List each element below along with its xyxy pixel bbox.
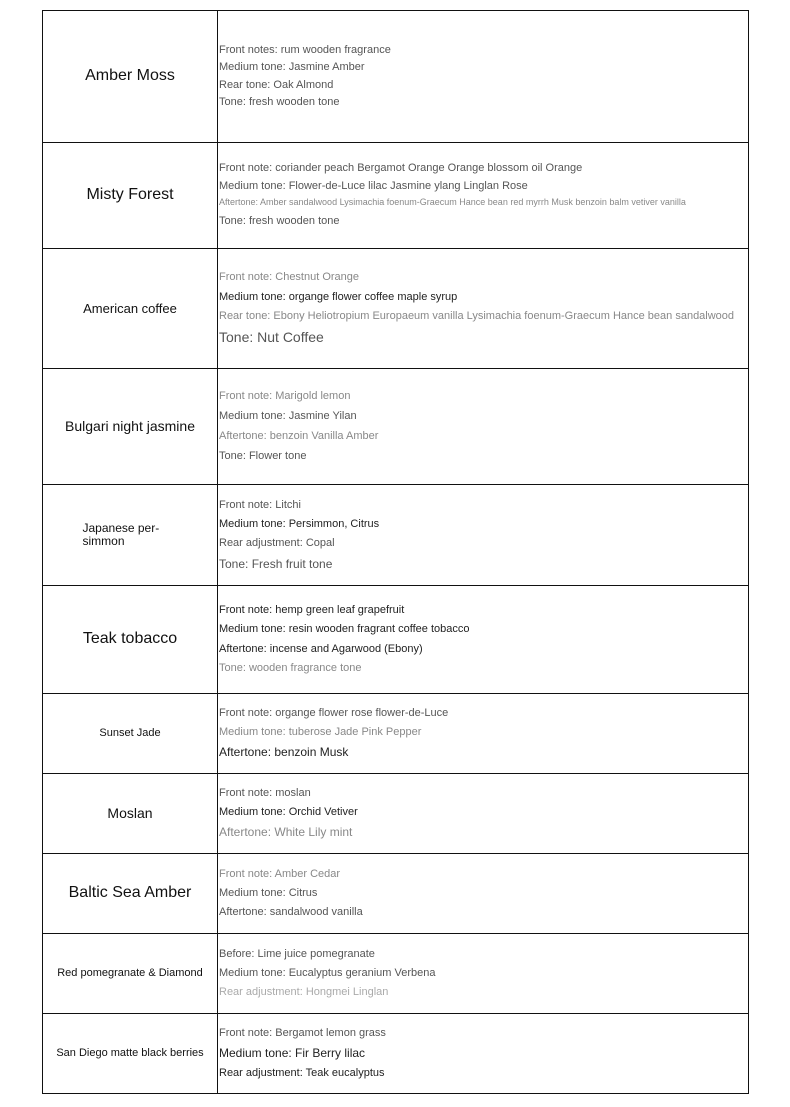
notes-cell bbox=[218, 774, 748, 853]
note-line: Aftertone: sandalwood vanilla bbox=[219, 906, 363, 919]
note-line: Medium tone: Fir Berry lilac bbox=[219, 1046, 366, 1061]
note-line: Before: Lime juice pomegranate bbox=[219, 947, 375, 960]
fragrance-name: San Diego matte black berries bbox=[56, 1046, 204, 1059]
note-line: Medium tone: Jasmine Amber bbox=[219, 61, 365, 74]
fragrance-name: Japanese per-simmon bbox=[82, 521, 160, 548]
fragrance-name: Teak tobacco bbox=[82, 630, 178, 648]
fragrance-name: American coffee bbox=[83, 300, 177, 316]
table-row bbox=[43, 485, 748, 586]
fragrance-name-cell bbox=[43, 934, 218, 1013]
notes-cell bbox=[218, 11, 748, 142]
note-line: Aftertone: Amber sandalwood Lysimachia foenum-Graecum Hance bean red myrrh Musk benzoin balm vetiver vanilla bbox=[219, 196, 686, 207]
fragrance-name: Bulgari night jasmine bbox=[65, 418, 195, 435]
notes-cell bbox=[218, 369, 748, 484]
fragrance-name: Sunset Jade bbox=[99, 726, 161, 739]
note-line: Front note: moslan bbox=[219, 787, 311, 800]
note-line: Rear adjustment: Hongmei Linglan bbox=[219, 986, 389, 999]
fragrance-name: Baltic Sea Amber bbox=[68, 884, 192, 902]
notes-cell bbox=[218, 249, 748, 368]
notes-cell bbox=[218, 586, 748, 693]
note-line: Medium tone: Eucalyptus geranium Verbena bbox=[219, 966, 436, 979]
note-line: Medium tone: Jasmine Yilan bbox=[219, 409, 357, 422]
fragrance-name-cell bbox=[43, 694, 218, 773]
note-line: Rear tone: Oak Almond bbox=[219, 78, 334, 91]
note-line: Front note: Amber Cedar bbox=[219, 867, 341, 880]
notes-cell bbox=[218, 854, 748, 933]
fragrance-name: Misty Forest bbox=[86, 186, 174, 204]
table-row bbox=[43, 694, 748, 774]
note-line: Aftertone: benzoin Musk bbox=[219, 745, 349, 760]
fragrance-name-cell bbox=[43, 11, 218, 142]
note-line: Tone: Flower tone bbox=[219, 450, 307, 463]
note-line: Tone: wooden fragrance tone bbox=[219, 661, 362, 674]
fragrance-notes-table bbox=[42, 10, 749, 1094]
fragrance-name-cell bbox=[43, 774, 218, 853]
notes-cell bbox=[218, 1014, 748, 1093]
note-line: Medium tone: organge flower coffee maple syrup bbox=[219, 290, 458, 303]
note-line: Medium tone: Persimmon, Citrus bbox=[219, 518, 380, 531]
notes-cell bbox=[218, 143, 748, 248]
fragrance-name-cell bbox=[43, 854, 218, 933]
note-line: Tone: fresh wooden tone bbox=[219, 95, 340, 108]
note-line: Medium tone: Citrus bbox=[219, 886, 318, 899]
note-line: Front notes: rum wooden fragrance bbox=[219, 44, 391, 57]
note-line: Aftertone: incense and Agarwood (Ebony) bbox=[219, 642, 423, 655]
notes-cell bbox=[218, 694, 748, 773]
note-line: Rear adjustment: Copal bbox=[219, 537, 335, 550]
note-line: Medium tone: Orchid Vetiver bbox=[219, 806, 358, 819]
note-line: Medium tone: tuberose Jade Pink Pepper bbox=[219, 726, 422, 739]
table-row bbox=[43, 249, 748, 369]
note-line: Front note: Marigold lemon bbox=[219, 389, 351, 402]
fragrance-name-cell bbox=[43, 485, 218, 585]
note-line: Aftertone: White Lily mint bbox=[219, 825, 353, 840]
note-line: Front note: coriander peach Bergamot Orange Orange blossom oil Orange bbox=[219, 162, 583, 175]
note-line: Tone: Nut Coffee bbox=[219, 328, 324, 345]
table-row bbox=[43, 369, 748, 485]
fragrance-name-cell bbox=[43, 369, 218, 484]
note-line: Medium tone: Flower-de-Luce lilac Jasmine ylang Linglan Rose bbox=[219, 179, 528, 192]
table-row bbox=[43, 854, 748, 934]
fragrance-name-cell bbox=[43, 249, 218, 368]
notes-cell bbox=[218, 934, 748, 1013]
note-line: Front note: organge flower rose flower-de-Luce bbox=[219, 707, 449, 720]
fragrance-name: Amber Moss bbox=[85, 67, 175, 85]
note-line: Front note: hemp green leaf grapefruit bbox=[219, 604, 405, 617]
table-row bbox=[43, 1014, 748, 1093]
fragrance-name: Red pomegranate & Diamond bbox=[57, 966, 203, 979]
note-line: Front note: Chestnut Orange bbox=[219, 271, 360, 284]
fragrance-name-cell bbox=[43, 1014, 218, 1093]
table-row bbox=[43, 586, 748, 694]
notes-cell bbox=[218, 485, 748, 585]
note-line: Rear adjustment: Teak eucalyptus bbox=[219, 1066, 385, 1079]
table-row bbox=[43, 934, 748, 1014]
note-line: Rear tone: Ebony Heliotropium Europaeum vanilla Lysimachia foenum-Graecum Hance bean sandalwood bbox=[219, 309, 735, 322]
table-row bbox=[43, 143, 748, 249]
table-row bbox=[43, 11, 748, 143]
fragrance-name-cell bbox=[43, 586, 218, 693]
note-line: Tone: Fresh fruit tone bbox=[219, 556, 333, 571]
note-line: Front note: Litchi bbox=[219, 499, 301, 512]
note-line: Aftertone: benzoin Vanilla Amber bbox=[219, 430, 379, 442]
note-line: Front note: Bergamot lemon grass bbox=[219, 1027, 386, 1040]
fragrance-name-cell bbox=[43, 143, 218, 248]
table-row bbox=[43, 774, 748, 854]
note-line: Medium tone: resin wooden fragrant coffee tobacco bbox=[219, 623, 470, 636]
fragrance-name: Moslan bbox=[107, 805, 153, 822]
note-line: Tone: fresh wooden tone bbox=[219, 215, 340, 228]
